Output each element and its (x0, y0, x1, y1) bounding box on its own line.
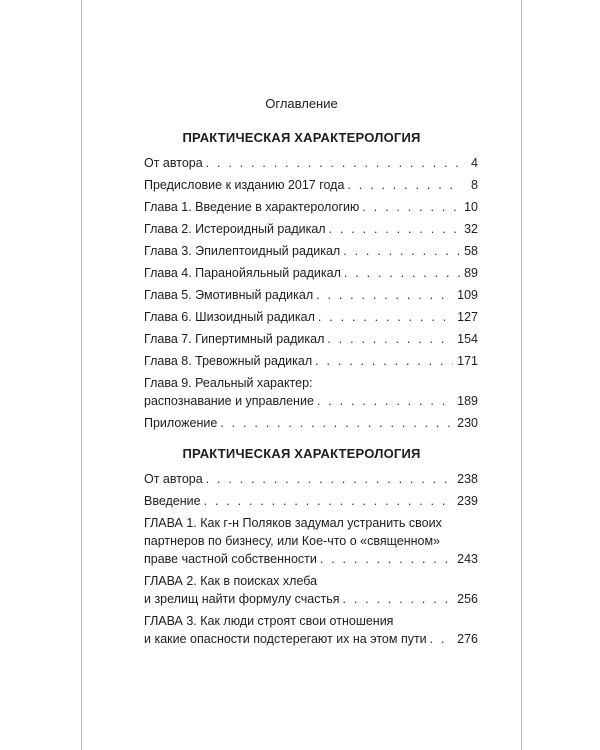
dot-leader (347, 176, 462, 194)
dot-leader (362, 198, 460, 216)
toc-entry-line (144, 176, 478, 194)
toc-entry[interactable] (144, 492, 478, 510)
toc-entry-title: Глава 1. Введение в характерологию (144, 200, 360, 214)
section-title-1: ПРАКТИЧЕСКАЯ ХАРАКТЕРОЛОГИЯ (182, 130, 421, 145)
toc-entry[interactable] (144, 572, 478, 608)
toc-entry-title: Глава 6. Шизоидный радикал (144, 310, 315, 324)
toc-entry[interactable] (144, 286, 478, 304)
toc-entry-line (144, 220, 478, 238)
toc-entry-line (144, 630, 478, 648)
toc-entry-title: и зрелищ найти формулу счастья (144, 592, 340, 606)
toc-entry-line (144, 308, 478, 326)
dot-leader (316, 286, 453, 304)
toc-entry-title: Приложение (144, 416, 218, 430)
toc-entry-line (144, 154, 478, 172)
toc-entry[interactable] (144, 374, 478, 410)
toc-entry[interactable] (144, 176, 478, 194)
toc-entry-title: Глава 8. Тревожный радикал (144, 354, 313, 368)
toc-entry[interactable] (144, 330, 478, 348)
toc-entry[interactable] (144, 198, 478, 216)
toc-title: Оглавление (265, 96, 338, 111)
dot-leader (343, 242, 460, 260)
toc-entry-page-number: 32 (464, 222, 478, 236)
dot-leader (344, 264, 460, 282)
dot-leader (317, 392, 453, 410)
toc-entry-title: От автора (144, 156, 203, 170)
dot-leader (206, 470, 453, 488)
dot-leader (220, 414, 453, 432)
toc-entry-page-number: 189 (457, 394, 478, 408)
toc-entry[interactable] (144, 612, 478, 648)
toc-entry-line (144, 492, 478, 510)
toc-entry-title: Глава 3. Эпилептоидный радикал (144, 244, 341, 258)
toc-entry[interactable] (144, 264, 478, 282)
toc-entry-title: От автора (144, 472, 203, 486)
toc-entry-line (144, 414, 478, 432)
toc-entry-title: Введение (144, 494, 201, 508)
toc-entry-title: праве частной собственности (144, 552, 317, 566)
toc-entry-line (144, 352, 478, 370)
toc-entry[interactable] (144, 352, 478, 370)
toc-entry-line (144, 330, 478, 348)
toc-entry-page-number: 230 (457, 416, 478, 430)
toc-entry-title: Глава 2. Истероидный радикал (144, 222, 326, 236)
toc-entry-page-number: 10 (464, 200, 478, 214)
dot-leader (318, 308, 453, 326)
toc-entry-title-line: партнеров по бизнесу, или Кое-что о «священном» (144, 534, 441, 548)
toc-entry-page-number: 239 (457, 494, 478, 508)
toc-entry-page-number: 154 (457, 332, 478, 346)
toc-entry-page-number: 58 (464, 244, 478, 258)
toc-entry-page-number: 171 (457, 354, 478, 368)
toc-entry-title: распознавание и управление (144, 394, 314, 408)
dot-leader (329, 220, 460, 238)
toc-entry-title: Глава 4. Паранойяльный радикал (144, 266, 341, 280)
toc-entry-title: Глава 5. Эмотивный радикал (144, 288, 314, 302)
toc-entry-title: Глава 7. Гипертимный радикал (144, 332, 325, 346)
toc-entry[interactable] (144, 470, 478, 488)
toc-list-2 (144, 466, 478, 648)
dot-leader (430, 630, 453, 648)
toc-entry[interactable] (144, 414, 478, 432)
dot-leader (320, 550, 453, 568)
dot-leader (315, 352, 453, 370)
toc-entry-title: Предисловие к изданию 2017 года (144, 178, 345, 192)
toc-entry-title-line: ГЛАВА 2. Как в поисках хлеба (144, 574, 318, 588)
toc-entry-title: и какие опасности подстерегают их на этом пути (144, 632, 427, 646)
dot-leader (204, 492, 454, 510)
toc-entry[interactable] (144, 154, 478, 172)
toc-entry-line (144, 470, 478, 488)
dot-leader (342, 590, 453, 608)
toc-entry-page-number: 243 (457, 552, 478, 566)
toc-entry-line (144, 590, 478, 608)
dot-leader (206, 154, 462, 172)
toc-entry-title-line: Глава 9. Реальный характер: (144, 376, 313, 390)
toc-entry-line (144, 198, 478, 216)
toc-entry-line (144, 550, 478, 568)
toc-entry-page-number: 127 (457, 310, 478, 324)
section-title-2: ПРАКТИЧЕСКАЯ ХАРАКТЕРОЛОГИЯ (182, 446, 421, 461)
toc-entry[interactable] (144, 308, 478, 326)
toc-entry-line (144, 286, 478, 304)
toc-list-1 (144, 150, 478, 432)
dot-leader (327, 330, 453, 348)
toc-entry-page-number: 4 (471, 156, 478, 170)
toc-entry-title-line: ГЛАВА 1. Как г-н Поляков задумал устранить своих (144, 516, 442, 530)
toc-entry-line (144, 264, 478, 282)
toc-entry-page-number: 8 (471, 178, 478, 192)
book-page (81, 0, 522, 750)
toc-entry-page-number: 89 (464, 266, 478, 280)
toc-entry-line (144, 392, 478, 410)
toc-entry-page-number: 276 (457, 632, 478, 646)
toc-entry[interactable] (144, 220, 478, 238)
toc-entry[interactable] (144, 242, 478, 260)
toc-entry-page-number: 256 (457, 592, 478, 606)
toc-entry[interactable] (144, 514, 478, 568)
toc-entry-line (144, 242, 478, 260)
toc-entry-title-line: ГЛАВА 3. Как люди строят свои отношения (144, 614, 394, 628)
toc-entry-page-number: 238 (457, 472, 478, 486)
toc-entry-page-number: 109 (457, 288, 478, 302)
